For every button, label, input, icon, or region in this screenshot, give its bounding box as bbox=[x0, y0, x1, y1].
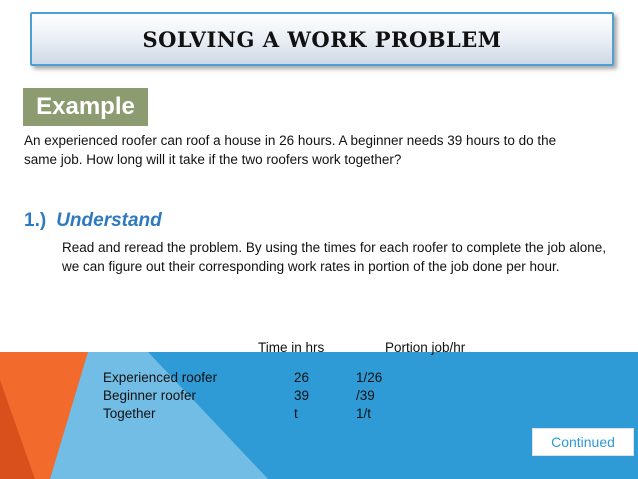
step-name: Understand bbox=[56, 210, 162, 231]
table-row-rate: 1/t bbox=[356, 406, 372, 421]
step-heading bbox=[24, 210, 162, 232]
table-row-label: Together bbox=[103, 406, 156, 421]
slide-title-text: SOLVING A WORK PROBLEM bbox=[142, 26, 502, 52]
step-number: 1.) bbox=[24, 210, 47, 231]
table-row-time: 26 bbox=[294, 370, 310, 385]
example-label-text: Example bbox=[36, 93, 135, 120]
table-row-time: 39 bbox=[294, 388, 310, 403]
table-row-label: Experienced roofer bbox=[103, 370, 218, 385]
slide-title bbox=[30, 12, 614, 66]
continued-label: Continued bbox=[551, 434, 615, 450]
table-row-rate: /39 bbox=[356, 388, 375, 403]
table-row-rate: 1/26 bbox=[356, 370, 383, 385]
table-row-time: t bbox=[294, 406, 298, 421]
table-row-label: Beginner roofer bbox=[103, 388, 197, 403]
continued-button[interactable] bbox=[532, 428, 634, 456]
step-description: Read and reread the problem. By using the times for each roofer to complete the job alone, we can figure out their corresponding work rates in portion of the job done per hour. bbox=[62, 240, 607, 274]
example-label bbox=[23, 88, 148, 126]
problem-statement: An experienced roofer can roof a house in 26 hours. A beginner needs 39 hours to do the same job. How long will it take if the two roofers work together? bbox=[24, 133, 557, 167]
table-header-rate: Portion job/hr bbox=[385, 340, 466, 355]
table-header-time: Time in hrs bbox=[258, 340, 325, 355]
